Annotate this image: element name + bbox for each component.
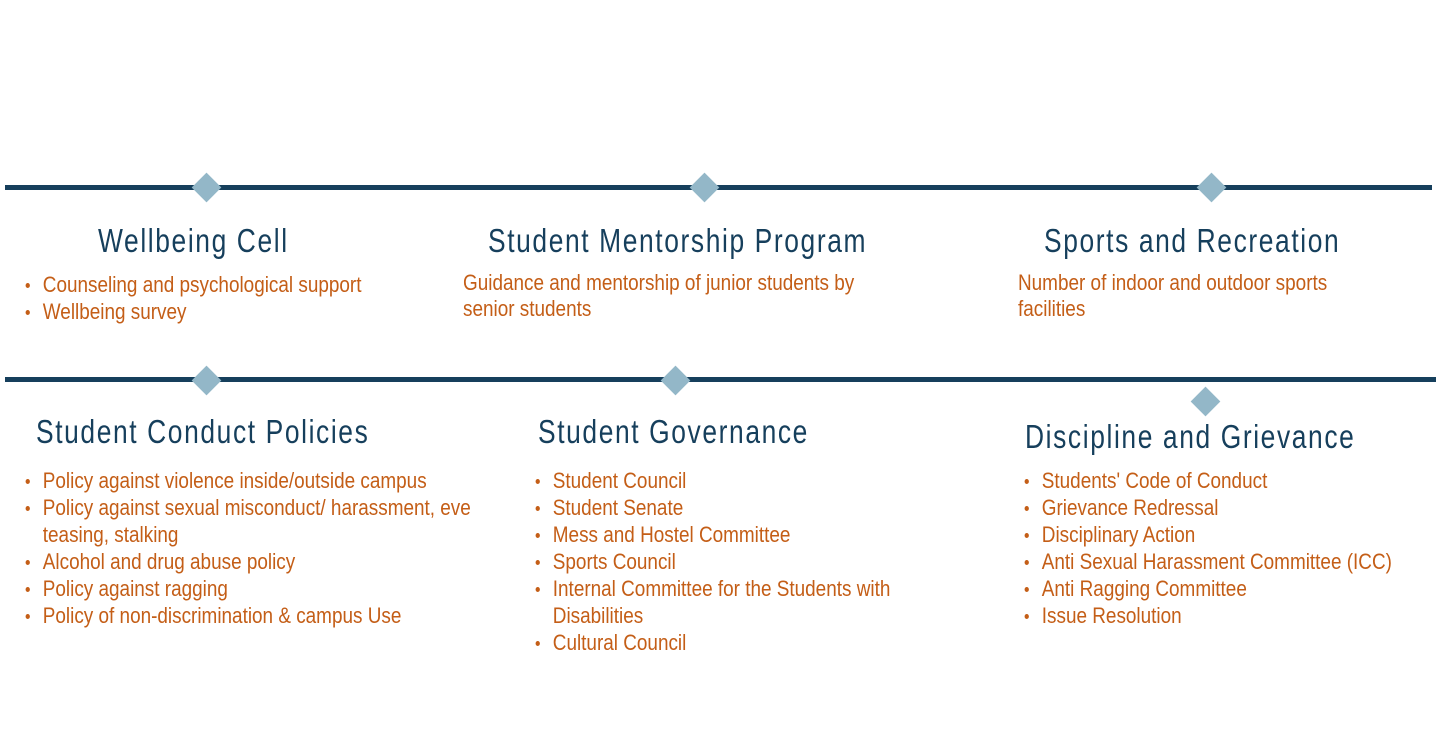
list-item: Policy against violence inside/outside campus [23,467,479,494]
list-item: Disciplinary Action [1022,521,1435,548]
list-item: Mess and Hostel Committee [533,521,937,548]
wellbeing-list [23,271,401,325]
diamond-marker-conduct [192,366,222,396]
governance-list [533,467,937,656]
diamond-marker-mentorship [690,173,720,203]
list-item: Anti Sexual Harassment Committee (ICC) [1022,548,1435,575]
sports-description: Number of indoor and outdoor sports facilities [1018,270,1328,321]
list-item: Counseling and psychological support [23,271,401,298]
list-item: Wellbeing survey [23,298,401,325]
mentorship-description: Guidance and mentorship of junior students by senior students [463,270,855,321]
list-item: Grievance Redressal [1022,494,1435,521]
list-item: Student Senate [533,494,937,521]
list-item: Sports Council [533,548,937,575]
list-item: Anti Ragging Committee [1022,575,1435,602]
list-item: Cultural Council [533,629,937,656]
conduct-list [23,467,479,629]
list-item: Student Council [533,467,937,494]
list-item: Internal Committee for the Students with Disabilities [533,575,937,629]
list-item: Issue Resolution [1022,602,1435,629]
section-title-mentorship: Student Mentorship Program [488,222,868,259]
section-title-wellbeing: Wellbeing Cell [98,222,289,259]
section-title-conduct: Student Conduct Policies [36,413,370,450]
list-item: Students' Code of Conduct [1022,467,1435,494]
section-title-discipline: Discipline and Grievance [1025,418,1356,455]
list-item: Alcohol and drug abuse policy [23,548,479,575]
diamond-marker-wellbeing [192,173,222,203]
diamond-marker-discipline [1191,387,1221,417]
diamond-marker-sports [1197,173,1227,203]
list-item: Policy against ragging [23,575,479,602]
discipline-list [1022,467,1435,629]
list-item: Policy against sexual misconduct/ harassment, eve teasing, stalking [23,494,479,548]
list-item: Policy of non-discrimination & campus Use [23,602,479,629]
section-title-governance: Student Governance [538,413,809,450]
diamond-marker-governance [661,366,691,396]
section-title-sports: Sports and Recreation [1044,222,1341,259]
